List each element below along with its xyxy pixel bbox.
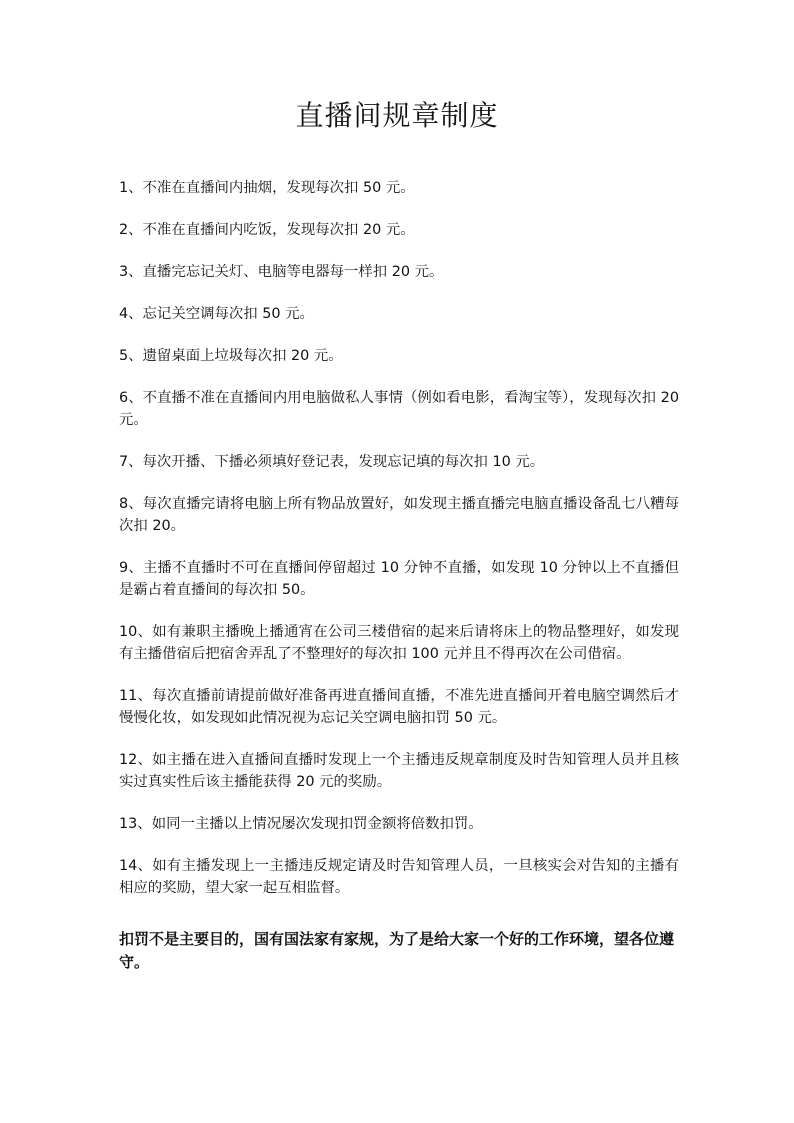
rule-item: 14、如有主播发现上一主播违反规定请及时告知管理人员，一旦核实会对告知的主播有相应的奖励，望大家一起互相监督。 [119, 858, 679, 896]
rule-item: 11、每次直播前请提前做好准备再进直播间直播，不准先进直播间开着电脑空调然后才慢慢化妆，如发现如此情况视为忘记关空调电脑扣罚 50 元。 [119, 688, 679, 726]
rule-item: 8、每次直播完请将电脑上所有物品放置好，如发现主播直播完电脑直播设备乱七八糟每次扣 20。 [119, 496, 679, 534]
rule-item: 3、直播完忘记关灯、电脑等电器每一样扣 20 元。 [119, 264, 444, 280]
rule-item: 7、每次开播、下播必须填好登记表，发现忘记填的每次扣 10 元。 [119, 454, 545, 470]
closing-statement: 扣罚不是主要目的，国有国法家有家规，为了是给大家一个好的工作环境，望各位遵守。 [119, 930, 675, 971]
page-title: 直播间规章制度 [295, 99, 499, 132]
rule-item: 1、不准在直播间内抽烟，发现每次扣 50 元。 [119, 180, 415, 196]
rule-item: 5、遗留桌面上垃圾每次扣 20 元。 [119, 348, 343, 364]
rule-item: 12、如主播在进入直播间直播时发现上一个主播违反规章制度及时告知管理人员并且核实过真实性后该主播能获得 20 元的奖励。 [119, 752, 679, 790]
rule-item: 6、不直播不准在直播间内用电脑做私人事情（例如看电影，看淘宝等），发现每次扣 20 元。 [119, 390, 679, 428]
rule-item: 4、忘记关空调每次扣 50 元。 [119, 306, 314, 322]
rule-item: 10、如有兼职主播晚上播通宵在公司三楼借宿的起来后请将床上的物品整理好，如发现有主播借宿后把宿舍弄乱了不整理好的每次扣 100 元并且不得再次在公司借宿。 [119, 624, 679, 662]
rule-item: 13、如同一主播以上情况屡次发现扣罚金额将倍数扣罚。 [119, 816, 483, 832]
rule-item: 9、主播不直播时不可在直播间停留超过 10 分钟不直播，如发现 10 分钟以上不直播但是霸占着直播间的每次扣 50。 [119, 560, 679, 598]
rule-item: 2、不准在直播间内吃饭，发现每次扣 20 元。 [119, 222, 415, 238]
rules-list [119, 177, 679, 919]
